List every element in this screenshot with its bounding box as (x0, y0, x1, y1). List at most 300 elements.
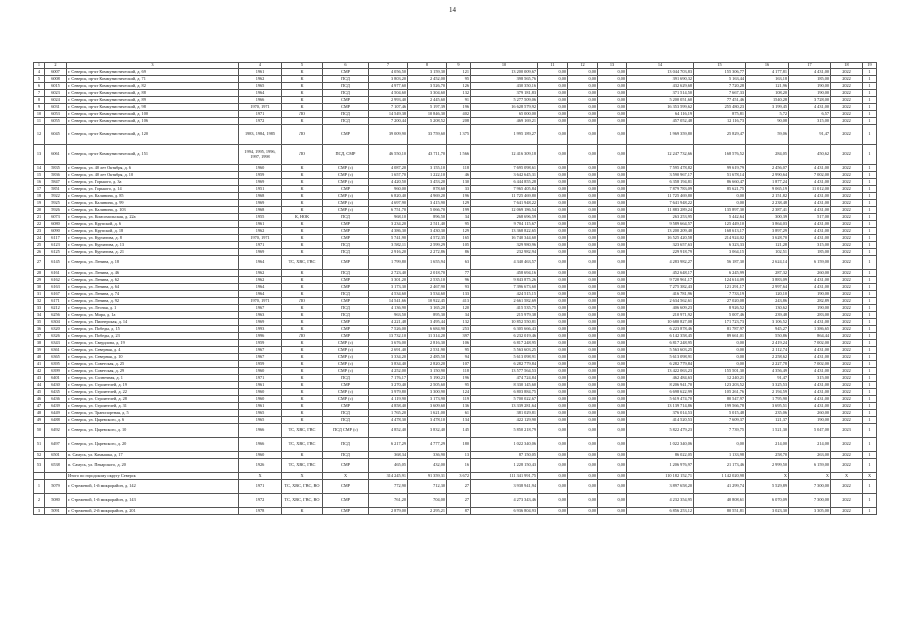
plan-year-cell: 2022 (831, 125, 863, 145)
address-cell: г. Стрежевой, 1-й микрорайон, д. 143 (67, 494, 239, 508)
fund-other-cell: 86 660,47 (694, 179, 746, 186)
unit-cost-cell: 3 106,52 (746, 319, 789, 326)
fund-local-cell: 0,00 (598, 361, 627, 368)
fund-owners-cell: 9 589 664,57 (627, 221, 694, 228)
column-number: 18 (831, 63, 863, 69)
repair-cost-cell: 422 129,90 (471, 417, 538, 424)
address-cell: г. Северск, ул. Курчатова, д. 8 (67, 235, 239, 242)
fund-regional-cell: 0,00 (568, 270, 598, 277)
fund-owners-cell: 6 698 622,99 (627, 389, 694, 396)
fund-regional-cell: 0,00 (568, 375, 598, 382)
limit-cost-cell: 4 431,00 (789, 221, 831, 228)
fund-regional-cell: 0,00 (568, 480, 598, 494)
house-id-cell: 6538 (45, 459, 67, 473)
house-id-cell: 6055 (45, 118, 67, 125)
plan-year-cell: 2022 (831, 298, 863, 305)
repair-cost-cell: 6 444 855,28 (471, 179, 538, 186)
table-row (34, 375, 877, 382)
row-number-cell: 2 (34, 494, 45, 508)
fund-regional-cell: 0,00 (568, 298, 598, 305)
unit-cost-cell: 2 387,41 (746, 207, 789, 214)
repair-cost-cell: 5 277 509,06 (471, 97, 538, 104)
fund-local-cell: 0,00 (598, 277, 627, 284)
total-area-cell: 963,50 (369, 312, 408, 319)
work-kind-cell: ПСД (323, 438, 369, 452)
residents-cell: 34 (447, 214, 471, 221)
column-number: 19 (863, 63, 877, 69)
house-id-cell: 5080 (45, 494, 67, 508)
build-year-cell: 1964 (239, 284, 282, 291)
column-number: 15 (694, 63, 746, 69)
fund-local-cell: 0,00 (598, 508, 627, 515)
method-cell: 1 (863, 508, 877, 515)
fund-local-cell: 0,00 (598, 382, 627, 389)
fund-local-cell: 0,00 (598, 305, 627, 312)
address-cell: г. Северск, ул. Ленина, д. 74 (67, 291, 239, 298)
repair-type-cell: ЛО (282, 145, 323, 165)
fund-owners-cell: 7 641 948,22 (627, 200, 694, 207)
address-cell: г. Северск, ул. Транспортная, д. 5 (67, 410, 239, 417)
address-cell: г. Северск, ул. Строителей, д. 22 (67, 389, 239, 396)
unit-cost-cell: 2 456,07 (746, 165, 789, 172)
fund-other-cell: 875,81 (694, 111, 746, 118)
total-area-cell: 4 252,00 (369, 368, 408, 375)
fund-other-cell: 0,00 (694, 193, 746, 200)
address-cell: г. Северск, пр-кт Коммунистический, д. 88 (67, 90, 239, 97)
build-year-cell: 1969 (239, 319, 282, 326)
repair-type-cell: ТС, ХВС, ГВС (282, 459, 323, 473)
fund-owners-cell: 86 022,05 (627, 452, 694, 459)
repair-cost-cell: 232 982,94 (471, 249, 538, 256)
row-number-cell: 17 (34, 186, 45, 193)
fund-local-cell: 0,00 (598, 165, 627, 172)
limit-cost-cell: 4 431,00 (789, 396, 831, 403)
living-area-cell: 4 777,29 (408, 438, 447, 452)
limit-cost-cell: 7 002,00 (789, 172, 831, 179)
residents-cell: 120 (447, 305, 471, 312)
build-year-cell: 1951 (239, 186, 282, 193)
fund-other-cell: 125 449,10 (694, 221, 746, 228)
living-area-cell: 2 820,20 (408, 361, 447, 368)
limit-cost-cell: 6,57 (789, 111, 831, 118)
fund-regional-cell: 0,00 (568, 452, 598, 459)
fund-other-cell: 85 621,75 (694, 186, 746, 193)
repair-type-cell: К (282, 326, 323, 333)
limit-cost-cell: 4 431,00 (789, 389, 831, 396)
limit-cost-cell: 214,00 (789, 438, 831, 452)
method-cell: 1 (863, 214, 877, 221)
fund-local-cell: 0,00 (598, 375, 627, 382)
work-kind-cell: СМР (323, 403, 369, 410)
work-kind-cell: СМР (323, 494, 369, 508)
total-area-cell: 3 270,40 (369, 382, 408, 389)
total-area-cell: 3 234,20 (369, 221, 408, 228)
total-area-cell: 7 176,17 (369, 375, 408, 382)
repair-cost-cell: 9 843 875,26 (471, 277, 538, 284)
fund-owners-cell: 2 634 562,61 (627, 298, 694, 305)
method-cell: 1 (863, 249, 877, 256)
residents-cell: 61 (447, 410, 471, 417)
build-year-cell: 1965 (239, 410, 282, 417)
method-cell: 1 (863, 111, 877, 118)
living-area-cell: 2 505,60 (408, 382, 447, 389)
repair-type-cell: К (282, 417, 323, 424)
fund-other-cell: 81 787,97 (694, 326, 746, 333)
repair-cost-cell: 13 200 009,67 (471, 69, 538, 76)
fund-other-cell: 12 240,21 (694, 375, 746, 382)
build-year-cell: 1966 (239, 438, 282, 452)
table-row (34, 111, 877, 118)
plan-year-cell: 2022 (831, 403, 863, 410)
house-id-cell: 5922 (45, 193, 67, 200)
build-year-cell: 1959 (239, 340, 282, 347)
column-number: 10 (471, 63, 538, 69)
fund-other-cell: 8 926,52 (694, 305, 746, 312)
work-kind-cell: ПСД (323, 305, 369, 312)
house-id-cell: 6073 (45, 214, 67, 221)
residents-cell: 27 (447, 494, 471, 508)
method-cell: 1 (863, 452, 877, 459)
fund-local-cell: 0,00 (598, 452, 627, 459)
living-area-cell: 4 969,20 (408, 193, 447, 200)
table-row (34, 249, 877, 256)
plan-year-cell: 2022 (831, 104, 863, 111)
build-year-cell: 1963 (239, 312, 282, 319)
fund-owners-cell: 323 657,63 (627, 242, 694, 249)
method-cell: 1 (863, 83, 877, 90)
build-year-cell: 1994, 1995, 1996, 1997, 1998 (239, 145, 282, 165)
total-area-cell: 1 799,80 (369, 256, 408, 270)
unit-cost-cell: 258,70 (746, 452, 789, 459)
residents-cell: 129 (447, 200, 471, 207)
table-row (34, 242, 877, 249)
repair-type-cell: К (282, 90, 323, 97)
living-area-cell: 3 534,60 (408, 291, 447, 298)
row-number-cell: 30 (34, 284, 45, 291)
limit-cost-cell: 5 047,00 (789, 424, 831, 438)
fund-regional-cell: 0,00 (568, 508, 598, 515)
repair-type-cell: К (282, 340, 323, 347)
fund-local-cell: 0,00 (598, 340, 627, 347)
repair-type-cell: К (282, 76, 323, 83)
build-year-cell: 1960 (239, 452, 282, 459)
method-cell: 1 (863, 319, 877, 326)
build-year-cell: 1969 (239, 179, 282, 186)
plan-year-cell: 2022 (831, 340, 863, 347)
repair-cost-cell: 415 535,75 (471, 305, 538, 312)
fund-other-cell: 0,00 (694, 340, 746, 347)
unit-cost-cell: 121,96 (746, 83, 789, 90)
limit-cost-cell: 282,89 (789, 298, 831, 305)
work-kind-cell: СМР (323, 326, 369, 333)
repair-type-cell: ТС, ХВС, ГВС (282, 438, 323, 452)
row-number-cell: 38 (34, 340, 45, 347)
work-kind-cell: СМР (323, 382, 369, 389)
fund-owners-cell: 3 590 967,17 (627, 172, 694, 179)
address-cell: г. Северск, ул. Калинина, д. 85 (67, 193, 239, 200)
limit-cost-cell: 190,00 (789, 417, 831, 424)
residents-cell: 130 (447, 179, 471, 186)
living-area-cell: 1 655,94 (408, 256, 447, 270)
fund-federal-cell: 0,00 (538, 368, 568, 375)
address-cell: г. Северск, ул. Курчатова, д. 13 (67, 242, 239, 249)
house-id-cell: 6497 (45, 438, 67, 452)
address-cell: г. Северск, ул. 40 лет Октября, д. 10 (67, 172, 239, 179)
fund-other-cell: 7 609,37 (694, 417, 746, 424)
plan-year-cell: 2022 (831, 193, 863, 200)
limit-cost-cell: 4 431,00 (789, 69, 831, 76)
fund-regional-cell: 0,00 (568, 256, 598, 270)
unit-cost-cell: 3 199,45 (746, 104, 789, 111)
unit-cost-cell: 2 238,48 (746, 200, 789, 207)
row-number-cell (34, 473, 45, 480)
fund-regional-cell: 0,00 (568, 76, 598, 83)
fund-federal-cell: 0,00 (538, 473, 568, 480)
plan-year-cell: 2022 (831, 326, 863, 333)
fund-owners-cell: 229 918,79 (627, 249, 694, 256)
house-id-cell: 5926 (45, 207, 67, 214)
build-year-cell: 1962 (239, 228, 282, 235)
column-number: 9 (447, 63, 471, 69)
work-kind-cell: ПСД (323, 312, 369, 319)
work-kind-cell: СМР (323, 104, 369, 111)
column-number: 17 (789, 63, 831, 69)
fund-other-cell: 0,00 (694, 347, 746, 354)
residents-cell: 105 (447, 242, 471, 249)
fund-federal-cell: 0,00 (538, 249, 568, 256)
repair-type-cell: К (282, 270, 323, 277)
fund-other-cell: 0,00 (694, 354, 746, 361)
total-area-cell: 13 732,10 (369, 333, 408, 340)
fund-other-cell: 199 566,78 (694, 403, 746, 410)
total-area-cell: 4 852,40 (369, 424, 408, 438)
method-cell: 1 (863, 403, 877, 410)
row-number-cell: 10 (34, 111, 45, 118)
house-id-cell: 5925 (45, 200, 67, 207)
house-id-cell: 6439 (45, 403, 67, 410)
repair-cost-cell: 3 938 941,94 (471, 480, 538, 494)
repair-type-cell: К (282, 207, 323, 214)
row-number-cell: 28 (34, 270, 45, 277)
residents-cell: 96 (447, 277, 471, 284)
living-area-cell: 3 526,70 (408, 83, 447, 90)
repair-type-cell: К (282, 200, 323, 207)
fund-federal-cell: 0,00 (538, 256, 568, 270)
fund-other-cell: 41 299,74 (694, 480, 746, 494)
fund-local-cell: 0,00 (598, 193, 627, 200)
address-cell: г. Северск, ул. Калинина, д. 99 (67, 200, 239, 207)
total-area-cell: 4 221,48 (369, 319, 408, 326)
repair-type-cell: К (282, 410, 323, 417)
unit-cost-cell: 102,51 (746, 249, 789, 256)
residents-cell: 118 (447, 368, 471, 375)
living-area-cell: 3 150,90 (408, 368, 447, 375)
house-id-cell: 6343 (45, 340, 67, 347)
limit-cost-cell: 4 431,00 (789, 165, 831, 172)
fund-regional-cell: 0,00 (568, 186, 598, 193)
residents-cell: 253 (447, 326, 471, 333)
unit-cost-cell: 3 023,30 (746, 508, 789, 515)
table-row (34, 104, 877, 111)
fund-local-cell: 0,00 (598, 480, 627, 494)
method-cell: 1 (863, 354, 877, 361)
fund-regional-cell: 0,00 (568, 228, 598, 235)
build-year-cell: 1961 (239, 403, 282, 410)
living-area-cell: 3 300,90 (408, 389, 447, 396)
table-row (34, 396, 877, 403)
fund-owners-cell: 5 563 603,25 (627, 347, 694, 354)
table-row (34, 277, 877, 284)
fund-regional-cell: 0,00 (568, 389, 598, 396)
fund-federal-cell: 0,00 (538, 83, 568, 90)
fund-regional-cell: 0,00 (568, 83, 598, 90)
fund-owners-cell: 13 044 703,83 (627, 69, 694, 76)
table-row (34, 403, 877, 410)
fund-owners-cell: 5 200 051,60 (627, 97, 694, 104)
repair-cost-cell: 13 339 281,64 (471, 403, 538, 410)
house-id-cell: 6320 (45, 326, 67, 333)
build-year-cell: 1972 (239, 118, 282, 125)
method-cell: 1 (863, 228, 877, 235)
plan-year-cell: 2022 (831, 228, 863, 235)
limit-cost-cell: 7 002,00 (789, 361, 831, 368)
total-area-cell: 46 550,10 (369, 145, 408, 165)
work-kind-cell: ПСД (323, 410, 369, 417)
fund-federal-cell: 0,00 (538, 396, 568, 403)
living-area-cell: 3 415,90 (408, 200, 447, 207)
repair-type-cell: К (282, 172, 323, 179)
work-kind-cell: ПСД (323, 76, 369, 83)
work-kind-cell: СМР (323, 277, 369, 284)
residents-cell: 107 (447, 361, 471, 368)
unit-cost-cell: 6 070,09 (746, 494, 789, 508)
fund-owners-cell: 13 139 714,86 (627, 403, 694, 410)
fund-regional-cell: 0,00 (568, 193, 598, 200)
column-number: 2 (45, 63, 67, 69)
plan-year-cell: 2022 (831, 186, 863, 193)
limit-cost-cell: 4 431,00 (789, 228, 831, 235)
plan-year-cell: 2022 (831, 305, 863, 312)
fund-owners-cell: 110 182 152,71 (627, 473, 694, 480)
fund-federal-cell: 0,00 (538, 90, 568, 97)
table-row (34, 165, 877, 172)
column-number: 16 (746, 63, 789, 69)
table-row (34, 354, 877, 361)
total-area-cell: 3 301,20 (369, 277, 408, 284)
address-cell: г. Северск, пр-кт Коммунистический, д. 106 (67, 118, 239, 125)
total-area-cell: 4 697,90 (369, 200, 408, 207)
row-number-cell: 9 (34, 104, 45, 111)
total-row (34, 473, 877, 480)
unit-cost-cell: 59,06 (746, 125, 789, 145)
repair-type-cell: К (282, 104, 323, 111)
house-id-cell: 6024 (45, 97, 67, 104)
build-year-cell: 1971 (239, 111, 282, 118)
row-number-cell: 39 (34, 347, 45, 354)
table-row (34, 340, 877, 347)
repair-type-cell: ЛО (282, 298, 323, 305)
build-year-cell: 1961 (239, 382, 282, 389)
residents-cell: 196 (447, 104, 471, 111)
fund-local-cell: 0,00 (598, 396, 627, 403)
house-id-cell: 5079 (45, 480, 67, 494)
living-area-cell: 3 495,44 (408, 319, 447, 326)
fund-other-cell: 7 739,75 (694, 424, 746, 438)
residents-cell: 119 (447, 396, 471, 403)
unit-cost-cell: 3 883,09 (746, 277, 789, 284)
work-kind-cell: ПСД (323, 83, 369, 90)
work-kind-cell: СМР (с) (323, 396, 369, 403)
fund-local-cell: 0,00 (598, 186, 627, 193)
repair-cost-cell: 1 995 189,27 (471, 125, 538, 145)
fund-other-cell: 124 614,09 (694, 277, 746, 284)
unit-cost-cell: 2 227,78 (746, 361, 789, 368)
repair-cost-cell: 13 368 822,65 (471, 228, 538, 235)
build-year-cell: 1960 (239, 368, 282, 375)
limit-cost-cell: 190,00 (789, 305, 831, 312)
address-cell: г. Северск, ул. Комсомольская, д. 22а (67, 214, 239, 221)
unit-cost-cell: 2 151,82 (746, 193, 789, 200)
row-number-cell: 7 (34, 90, 45, 97)
house-id-cell: 6395 (45, 361, 67, 368)
build-year-cell: 1970, 1971 (239, 104, 282, 111)
page-number: 14 (449, 6, 456, 14)
repair-type-cell: К (282, 193, 323, 200)
total-area-cell: 6 820,40 (369, 193, 408, 200)
fund-other-cell: 0,00 (694, 438, 746, 452)
repair-type-cell: К (282, 396, 323, 403)
build-year-cell: 1967 (239, 354, 282, 361)
column-number: 1 (34, 63, 45, 69)
repair-cost-cell: 7 396 673,60 (471, 284, 538, 291)
method-cell: 1 (863, 396, 877, 403)
method-cell: 1 (863, 256, 877, 270)
table-row (34, 452, 877, 459)
fund-federal-cell: 0,00 (538, 291, 568, 298)
repair-cost-cell: 458 694,16 (471, 270, 538, 277)
fund-local-cell: 0,00 (598, 90, 627, 97)
total-area-cell: 761,20 (369, 494, 408, 508)
plan-year-cell: 2022 (831, 256, 863, 270)
fund-regional-cell: 0,00 (568, 361, 598, 368)
address-cell: г. Северск, ул. Строителей, д. 19 (67, 382, 239, 389)
fund-other-cell: 168 613,17 (694, 228, 746, 235)
residents-cell: 402 (447, 111, 471, 118)
work-kind-cell: СМР (323, 284, 369, 291)
limit-cost-cell: 315,00 (789, 242, 831, 249)
fund-local-cell: 0,00 (598, 417, 627, 424)
plan-year-cell: 2022 (831, 165, 863, 172)
unit-cost-cell: 2 999,50 (746, 459, 789, 473)
method-cell: 1 (863, 424, 877, 438)
repair-cost-cell: 215 979,38 (471, 312, 538, 319)
fund-owners-cell: 10 680 827,08 (627, 319, 694, 326)
build-year-cell: 1965 (239, 83, 282, 90)
fund-federal-cell: 0,00 (538, 145, 568, 165)
row-number-cell: 35 (34, 319, 45, 326)
fund-local-cell: 0,00 (598, 298, 627, 305)
fund-owners-cell: 13 200 209,48 (627, 228, 694, 235)
address-cell: г. Северск, ул. Ленина, д. 18 (67, 256, 239, 270)
house-id-cell: 6125 (45, 249, 67, 256)
work-kind-cell: ПСД (323, 242, 369, 249)
living-area-cell: 1 621,00 (408, 410, 447, 417)
living-area-cell: 5 197,39 (408, 104, 447, 111)
fund-other-cell: 0,00 (694, 200, 746, 207)
fund-owners-cell: 12 247 732,66 (627, 145, 694, 165)
fund-other-cell: 171 723,73 (694, 319, 746, 326)
repair-cost-cell: 6 803 884,75 (471, 389, 538, 396)
